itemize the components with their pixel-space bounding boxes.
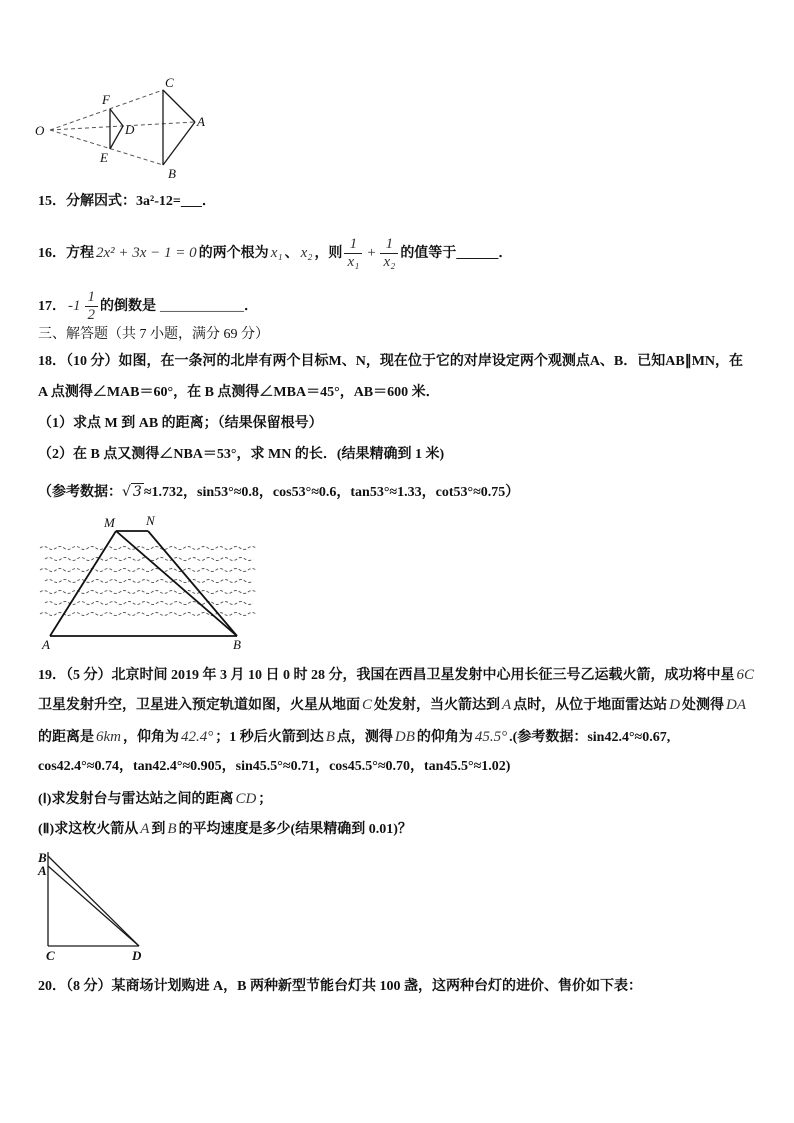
fraction-numerator: 1 <box>385 236 394 253</box>
question-number: 16． <box>38 246 66 261</box>
point-c: C <box>362 697 373 713</box>
reference-values: ≈1.732，sin53°≈0.8，cos53°≈0.6，tan53°≈1.33，cot53°≈0.75） <box>143 485 520 500</box>
sqrt-symbol: √ <box>122 484 131 500</box>
segment-ed <box>110 126 123 149</box>
dashed-line-oc <box>50 90 163 130</box>
question-18-reference-data <box>38 482 519 503</box>
wave-line <box>45 558 253 561</box>
question-text: 的距离是 <box>38 730 94 745</box>
answer-blank: ______ <box>456 246 499 261</box>
question-text: 的值等于 <box>400 246 457 261</box>
point-label-b: B <box>168 166 176 181</box>
point-label-a: A <box>197 114 205 129</box>
fraction-denominator: x₁ <box>344 253 362 270</box>
angle-value: 42.4° <box>181 729 214 745</box>
segment-cd: CD <box>235 791 257 807</box>
question-text: 到 <box>151 822 166 837</box>
root-x1: x₁ <box>270 245 283 261</box>
question-text: 的两个根为 <box>198 246 269 261</box>
question-text: 分解因式：3a²-12= <box>66 194 181 209</box>
fraction-denominator: 2 <box>85 306 99 323</box>
question-text: 的平均速度是多少(结果精确到 0.01)？ <box>178 822 412 837</box>
question-20: 20．（8 分）某商场计划购进 A，B 两种新型节能台灯共 100 盏，这两种台灯的进价、售价如下表： <box>38 979 642 994</box>
question-19-part-2 <box>38 819 412 840</box>
question-text: 19．（5 分）北京时间 2019 年 3 月 10 日 0 时 28 分，我国在西昌卫星发射中心用长征三号乙运载火箭，成功将中星 <box>38 668 735 683</box>
separator: 、 <box>284 246 299 261</box>
fraction-numerator: 1 <box>87 289 95 306</box>
wave-line <box>40 547 256 550</box>
fraction-numerator: 1 <box>349 236 358 253</box>
point-b: B <box>325 729 335 745</box>
point-label-a: A <box>42 637 50 652</box>
point-label-e: E <box>100 150 108 165</box>
question-18-line-1: 18．（10 分）如图，在一条河的北岸有两个目标M、N，现在位于它的对岸设定两个观测点A、B．已知AB∥MN，在 <box>38 354 744 369</box>
question-15 <box>38 192 216 212</box>
segment-db: DB <box>394 729 415 745</box>
section-heading: 三、解答题（共 7 小题，满分 69 分） <box>38 327 269 342</box>
point-b: B <box>167 821 177 837</box>
question-text: 点，测得 <box>336 730 393 745</box>
question-text: 的仰角为 <box>416 730 473 745</box>
question-text: 点时，从位于地面雷达站 <box>513 698 668 713</box>
point-label-b: B <box>233 637 241 652</box>
answer-blank: ____________ <box>160 299 244 314</box>
sqrt-radicand: 3 <box>132 484 142 500</box>
point-label-b: B <box>38 850 47 865</box>
river-figure <box>40 513 256 652</box>
dashed-line-ob <box>50 130 163 165</box>
segment-ad <box>48 866 139 946</box>
question-text: 的倒数是 <box>100 299 156 314</box>
question-17 <box>38 290 258 323</box>
wave-line <box>45 602 253 605</box>
wave-line <box>40 613 256 616</box>
question-number: 15． <box>38 194 66 209</box>
end-mark: ． <box>201 194 216 209</box>
question-number: 17． <box>38 299 66 314</box>
question-19-line-4: cos42.4°≈0.74，tan42.4°≈0.905，sin45.5°≈0.71，cos45.5°≈0.70，tan45.5°≈1.02) <box>38 759 511 774</box>
angle-value: 45.5° <box>474 729 508 745</box>
segment-ba <box>163 122 195 165</box>
fraction-one-over-x1 <box>344 237 362 270</box>
question-text: 卫星发射升空，卫星进入预定轨道如图，火星从地面 <box>38 698 360 713</box>
point-label-n: N <box>146 513 155 528</box>
segment-ca <box>163 90 195 122</box>
distance-value: 6km <box>96 729 121 745</box>
question-text: ，仰角为 <box>123 730 179 745</box>
point-label-c: C <box>46 948 55 963</box>
segment-bd <box>48 856 139 946</box>
question-text: (Ⅰ)求发射台与雷达站之间的距离 <box>38 792 234 807</box>
wave-line <box>45 580 253 583</box>
similar-triangles-figure <box>35 75 205 181</box>
point-a: A <box>502 697 512 713</box>
question-18-part-2: （2）在 B 点又测得∠NBA＝53°，求 MN 的长．(结果精确到 1 米) <box>38 447 445 462</box>
answer-blank: ___ <box>180 194 202 209</box>
point-label-c: C <box>165 75 174 90</box>
segment-am <box>50 531 116 636</box>
end-mark: ． <box>498 246 513 261</box>
point-label-a: A <box>38 863 47 878</box>
wave-line <box>40 591 256 594</box>
point-label-d: D <box>132 948 142 963</box>
satellite-name: 6C <box>736 667 755 683</box>
fraction-one-over-x2 <box>380 237 398 270</box>
question-text: 方程 <box>66 246 94 261</box>
equation: 2x² + 3x − 1 = 0 <box>96 245 197 261</box>
question-16 <box>38 236 512 271</box>
segment-nb <box>148 531 237 636</box>
reference-open: （参考数据： <box>38 485 122 500</box>
question-18-part-1: （1）求点 M 到 AB 的距离；（结果保留根号） <box>38 416 323 431</box>
question-19-line-2 <box>38 695 748 716</box>
point-label-o: O <box>35 123 45 138</box>
segment-da: DA <box>726 697 747 713</box>
dashed-line-oa <box>50 122 195 130</box>
point-a: A <box>140 821 150 837</box>
segment-fd <box>110 109 123 126</box>
point-label-d: D <box>125 122 135 137</box>
question-text: 处测得 <box>682 698 725 713</box>
square-root <box>122 483 144 500</box>
point-label-m: M <box>104 515 115 530</box>
rocket-figure <box>37 850 142 963</box>
question-text: (Ⅱ)求这枚火箭从 <box>38 822 139 837</box>
question-text: ；1 秒后火箭到达 <box>215 730 324 745</box>
wave-line <box>40 569 256 572</box>
fraction-one-half <box>85 290 99 323</box>
question-19-part-1 <box>38 789 272 810</box>
reference-values: .(参考数据：sin42.4°≈0.67, <box>509 730 671 745</box>
point-label-f: F <box>102 92 110 107</box>
river-waves <box>40 547 256 616</box>
point-d: D <box>669 697 681 713</box>
end-mark: ． <box>244 299 258 314</box>
mixed-number-whole: -1 <box>68 298 81 314</box>
question-text: 处发射，当火箭达到 <box>374 698 501 713</box>
question-18-line-2: A 点测得∠MAB＝60°，在 B 点测得∠MBA＝45°，AB＝600 米． <box>38 385 440 400</box>
question-19-line-1 <box>38 665 756 686</box>
plus-sign: + <box>366 245 377 261</box>
segment-mb <box>116 531 237 636</box>
root-x2: x₂ <box>300 245 313 261</box>
question-text: ，则 <box>314 246 343 261</box>
question-19-line-3 <box>38 727 670 748</box>
fraction-denominator: x₂ <box>380 253 398 270</box>
question-text: ； <box>258 792 273 807</box>
